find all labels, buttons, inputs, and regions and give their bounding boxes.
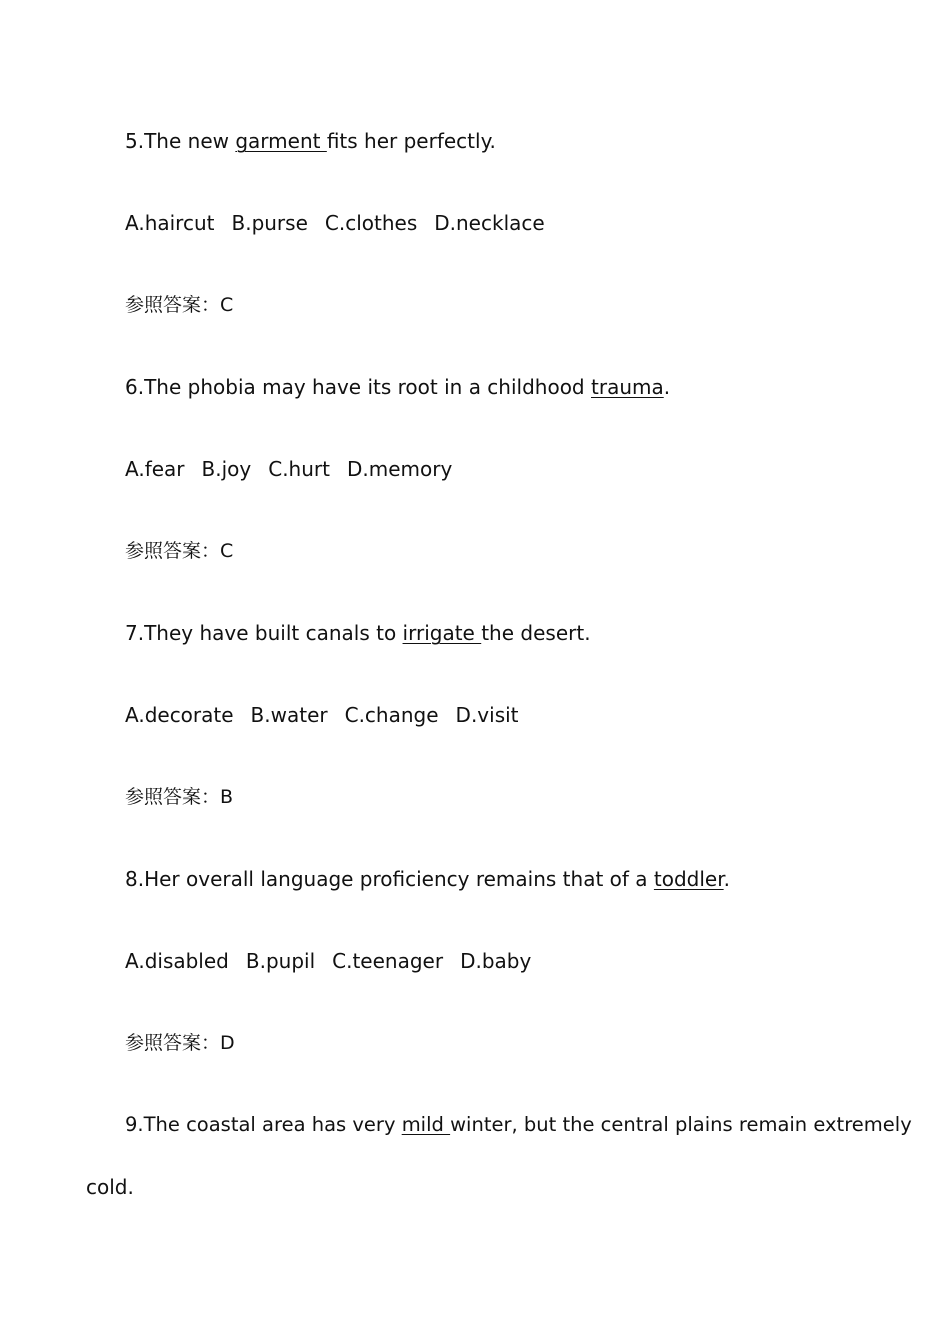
option-a: A.decorate	[125, 703, 234, 727]
option-a: A.disabled	[125, 949, 229, 973]
option-d: D.memory	[346, 457, 453, 481]
option-d: D.necklace	[434, 211, 545, 235]
question-5-answer: 参照答案：C	[125, 294, 234, 316]
question-9-stem-continuation: cold.	[86, 1175, 134, 1199]
question-stem-text: 7.They have built canals to	[125, 621, 403, 645]
option-c: C.hurt	[268, 457, 330, 481]
option-c: C.change	[344, 703, 439, 727]
question-8-stem	[125, 865, 730, 893]
option-b: B.water	[250, 703, 328, 727]
option-d: D.visit	[455, 703, 519, 727]
question-7-stem	[125, 619, 591, 647]
underlined-target-word: irrigate	[402, 621, 482, 645]
question-stem-text: the desert.	[481, 621, 591, 645]
question-8-answer: 参照答案：D	[125, 1032, 235, 1054]
question-7-answer: 参照答案：B	[125, 786, 234, 808]
question-stem-text: 9.The coastal area has very	[125, 1113, 402, 1136]
question-5-options	[125, 209, 545, 237]
underlined-target-word: trauma	[591, 375, 664, 399]
option-a: A.haircut	[125, 211, 215, 235]
question-stem-text: .	[723, 867, 730, 891]
option-c: C.clothes	[324, 211, 418, 235]
question-stem-text: 6.The phobia may have its root in a childhood	[125, 375, 591, 399]
question-5-stem	[125, 127, 496, 155]
option-b: B.joy	[201, 457, 252, 481]
underlined-target-word: garment	[235, 129, 327, 153]
question-stem-text: winter, but the central plains remain extremely	[450, 1113, 912, 1136]
underlined-target-word: toddler	[653, 867, 724, 891]
option-b: B.pupil	[245, 949, 316, 973]
option-a: A.fear	[125, 457, 185, 481]
question-stem-text: 5.The new	[125, 129, 236, 153]
question-7-options	[125, 701, 519, 729]
question-9-stem	[125, 1111, 912, 1139]
option-c: C.teenager	[332, 949, 444, 973]
question-6-stem	[125, 373, 670, 401]
question-stem-text: .	[663, 375, 671, 399]
option-b: B.purse	[231, 211, 308, 235]
question-8-options	[125, 947, 531, 975]
question-stem-text: 8.Her overall language proficiency remains that of a	[125, 867, 654, 891]
underlined-target-word: mild	[401, 1113, 451, 1136]
question-6-options	[125, 455, 452, 483]
option-d: D.baby	[460, 949, 532, 973]
question-6-answer: 参照答案：C	[125, 540, 234, 562]
question-stem-text: fits her perfectly.	[326, 129, 496, 153]
